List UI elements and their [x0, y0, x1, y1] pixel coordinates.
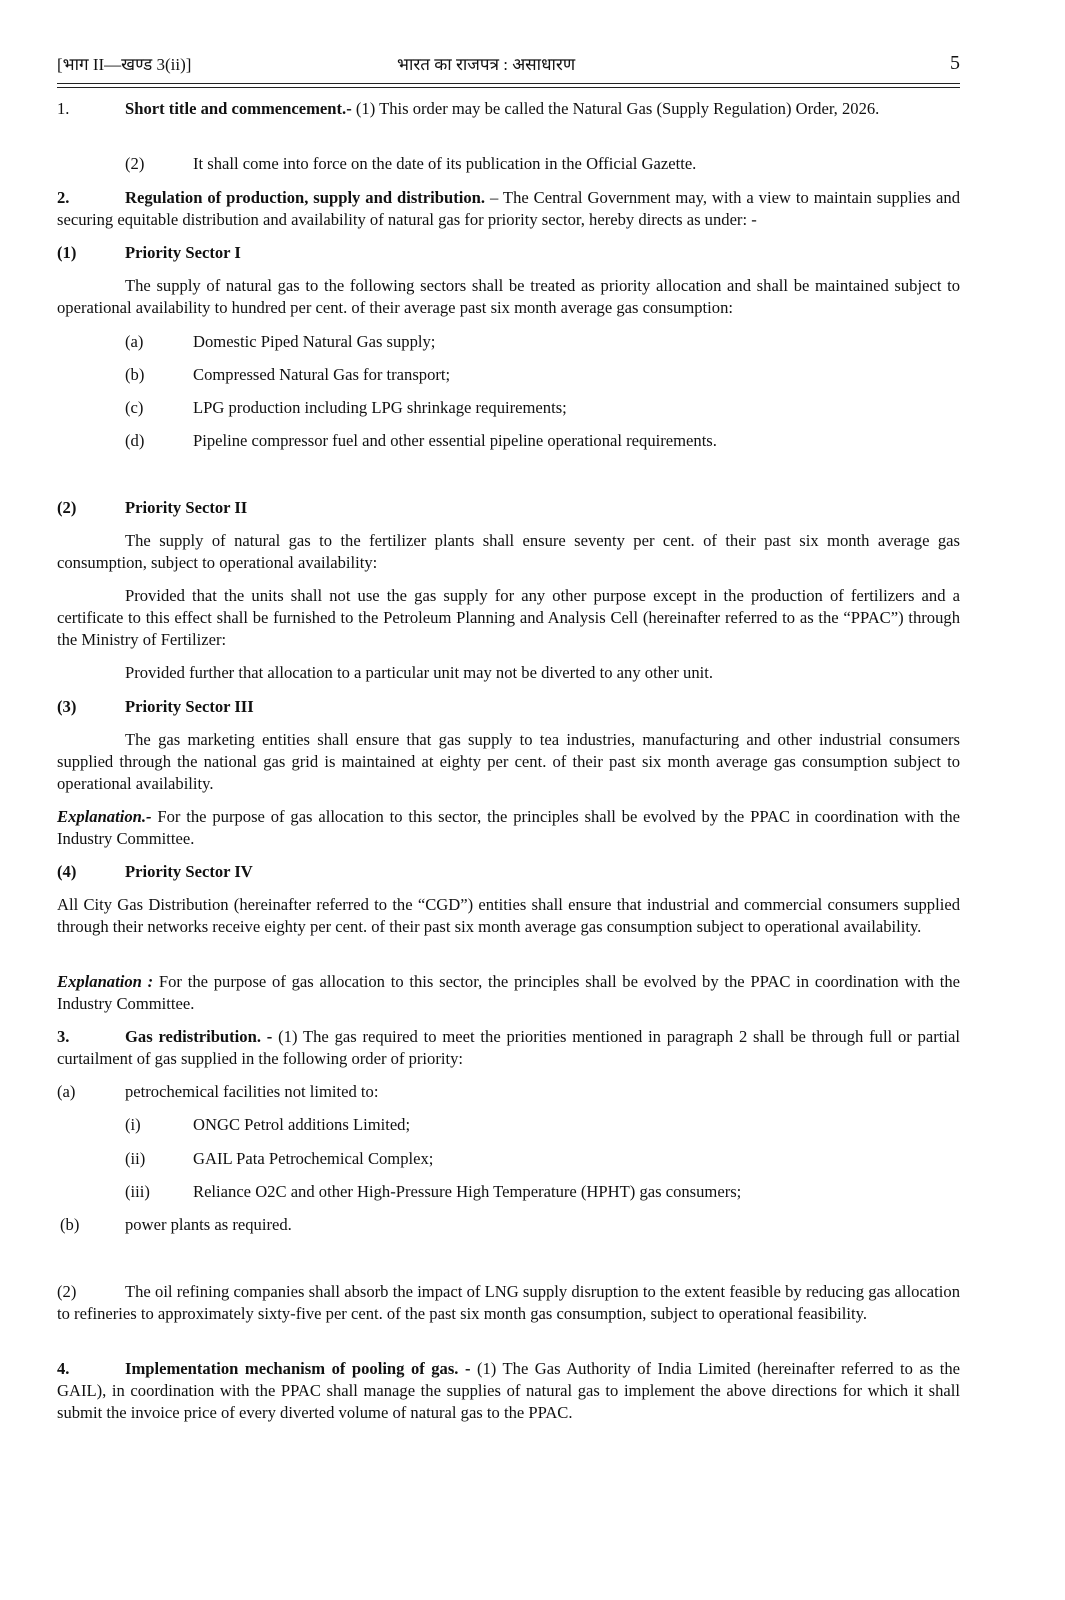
header-gazette-title: भारत का राजपत्र : असाधारण — [397, 55, 576, 74]
item-text: ONGC Petrol additions Limited; — [193, 1115, 411, 1134]
clause-label: (b) — [60, 1215, 80, 1234]
clause-text: It shall come into force on the date of its publication in the Official Gazette. — [193, 154, 697, 173]
priority-sector-4-text: All City Gas Distribution (hereinafter referred to the “CGD”) entities shall ensure that industrial and commercial consumers supplied through their networks receive eighty per cent. of their past six month average gas consumption subject to operational availability. — [57, 895, 960, 936]
section-text: (1) The gas required to meet the priorities mentioned in paragraph 2 shall be through full or partial curtailment of gas supplied in the following order of priority: — [57, 1027, 960, 1068]
header-part-section: [भाग II—खण्ड 3(ii)] — [57, 55, 192, 74]
item-text: Pipeline compressor fuel and other essential pipeline operational requirements. — [193, 431, 717, 450]
clause-text: power plants as required. — [125, 1215, 292, 1234]
item-label: (a) — [125, 332, 144, 351]
priority-sector-2-text: The supply of natural gas to the fertilizer plants shall ensure seventy per cent. of their past six month average gas consumption, subject to operational availability: — [57, 531, 960, 572]
item-label: (i) — [125, 1115, 141, 1134]
clause-label: (2) — [57, 1282, 77, 1301]
section-text: – The Central Government may, with a view to maintain supplies and securing equitable distribution and availability of natural gas for priority sector, hereby directs as under: - — [57, 188, 960, 229]
item-label: (c) — [125, 398, 144, 417]
item-label: (ii) — [125, 1149, 146, 1168]
clause-text: petrochemical facilities not limited to: — [125, 1082, 379, 1101]
clause-heading: Priority Sector I — [125, 243, 241, 262]
header-rule-thin — [57, 87, 960, 88]
section-text: (1) This order may be called the Natural Gas (Supply Regulation) Order, 2026. — [351, 99, 880, 118]
section-4 — [57, 1358, 960, 1424]
clause-label: (3) — [57, 697, 77, 716]
section-title: Implementation mechanism of pooling of gas. - — [125, 1359, 471, 1378]
section-2 — [57, 187, 960, 231]
clause-heading: Priority Sector II — [125, 498, 248, 517]
item-label: (d) — [125, 431, 145, 450]
clause-heading: Priority Sector III — [125, 697, 254, 716]
item-text: GAIL Pata Petrochemical Complex; — [193, 1149, 434, 1168]
section-1 — [57, 98, 960, 120]
clause-label: (4) — [57, 862, 77, 881]
section-3 — [57, 1026, 960, 1070]
clause-label: (2) — [125, 154, 145, 173]
section-number: 3. — [57, 1027, 70, 1046]
page-header — [57, 54, 960, 80]
item-text: Domestic Piped Natural Gas supply; — [193, 332, 436, 351]
page-number: 5 — [950, 52, 960, 74]
explanation-text: For the purpose of gas allocation to this sector, the principles shall be evolved by the PPAC in coordination with the Industry Committee. — [57, 972, 960, 1013]
priority-sector-2-proviso-1: Provided that the units shall not use the gas supply for any other purpose except in the production of fertilizers and a certificate to this effect shall be furnished to the Petroleum Planning and Analysis Cell (hereinafter referred to as the “PPAC”) through the Ministry of Fertilizer: — [57, 586, 960, 649]
explanation-text: For the purpose of gas allocation to this sector, the principles shall be evolved by the PPAC in coordination with the Industry Committee. — [57, 807, 960, 848]
clause-heading: Priority Sector IV — [125, 862, 253, 881]
clause-label: (2) — [57, 498, 77, 517]
clause-label: (a) — [57, 1082, 76, 1101]
header-rule-thick — [57, 83, 960, 84]
section-3-subclause-2 — [57, 1281, 960, 1325]
item-text: Reliance O2C and other High-Pressure High Temperature (HPHT) gas consumers; — [193, 1182, 742, 1201]
section-number: 1. — [57, 99, 70, 118]
explanation-label: Explanation.- — [57, 807, 152, 826]
item-label: (b) — [125, 365, 145, 384]
section-title: Gas redistribution. - — [125, 1027, 273, 1046]
section-title: Short title and commencement.- — [125, 99, 352, 118]
item-label: (iii) — [125, 1182, 150, 1201]
priority-sector-4-explanation — [57, 971, 960, 1015]
section-title: Regulation of production, supply and distribution. — [125, 188, 486, 207]
clause-text: The oil refining companies shall absorb the impact of LNG supply disruption to the extent feasible by reducing gas allocation to refineries to approximately sixty-five per cent. of the past six month gas consumption, subject to operational feasibility. — [57, 1282, 960, 1323]
explanation-label: Explanation : — [57, 972, 154, 991]
item-text: LPG production including LPG shrinkage requirements; — [193, 398, 567, 417]
priority-sector-3-text: The gas marketing entities shall ensure that gas supply to tea industries, manufacturing and other industrial consumers supplied through the national gas grid is maintained at eighty per cent. of their past six month average gas consumption subject to operational availability. — [57, 730, 960, 793]
priority-sector-1-text: The supply of natural gas to the following sectors shall be treated as priority allocation and shall be maintained subject to operational availability to hundred per cent. of their average past six month average gas consumption: — [57, 276, 960, 317]
item-text: Compressed Natural Gas for transport; — [193, 365, 451, 384]
priority-sector-2-proviso-2: Provided further that allocation to a particular unit may not be diverted to any other unit. — [125, 663, 713, 682]
clause-label: (1) — [57, 243, 77, 262]
priority-sector-3-explanation — [57, 806, 960, 850]
section-number: 2. — [57, 188, 70, 207]
section-text: (1) The Gas Authority of India Limited (hereinafter referred to as the GAIL), in coordination with the PPAC shall manage the supplies of natural gas to implement the above directions for which it shall submit the invoice price of every diverted volume of natural gas to the PPAC. — [57, 1359, 960, 1422]
section-number: 4. — [57, 1359, 70, 1378]
